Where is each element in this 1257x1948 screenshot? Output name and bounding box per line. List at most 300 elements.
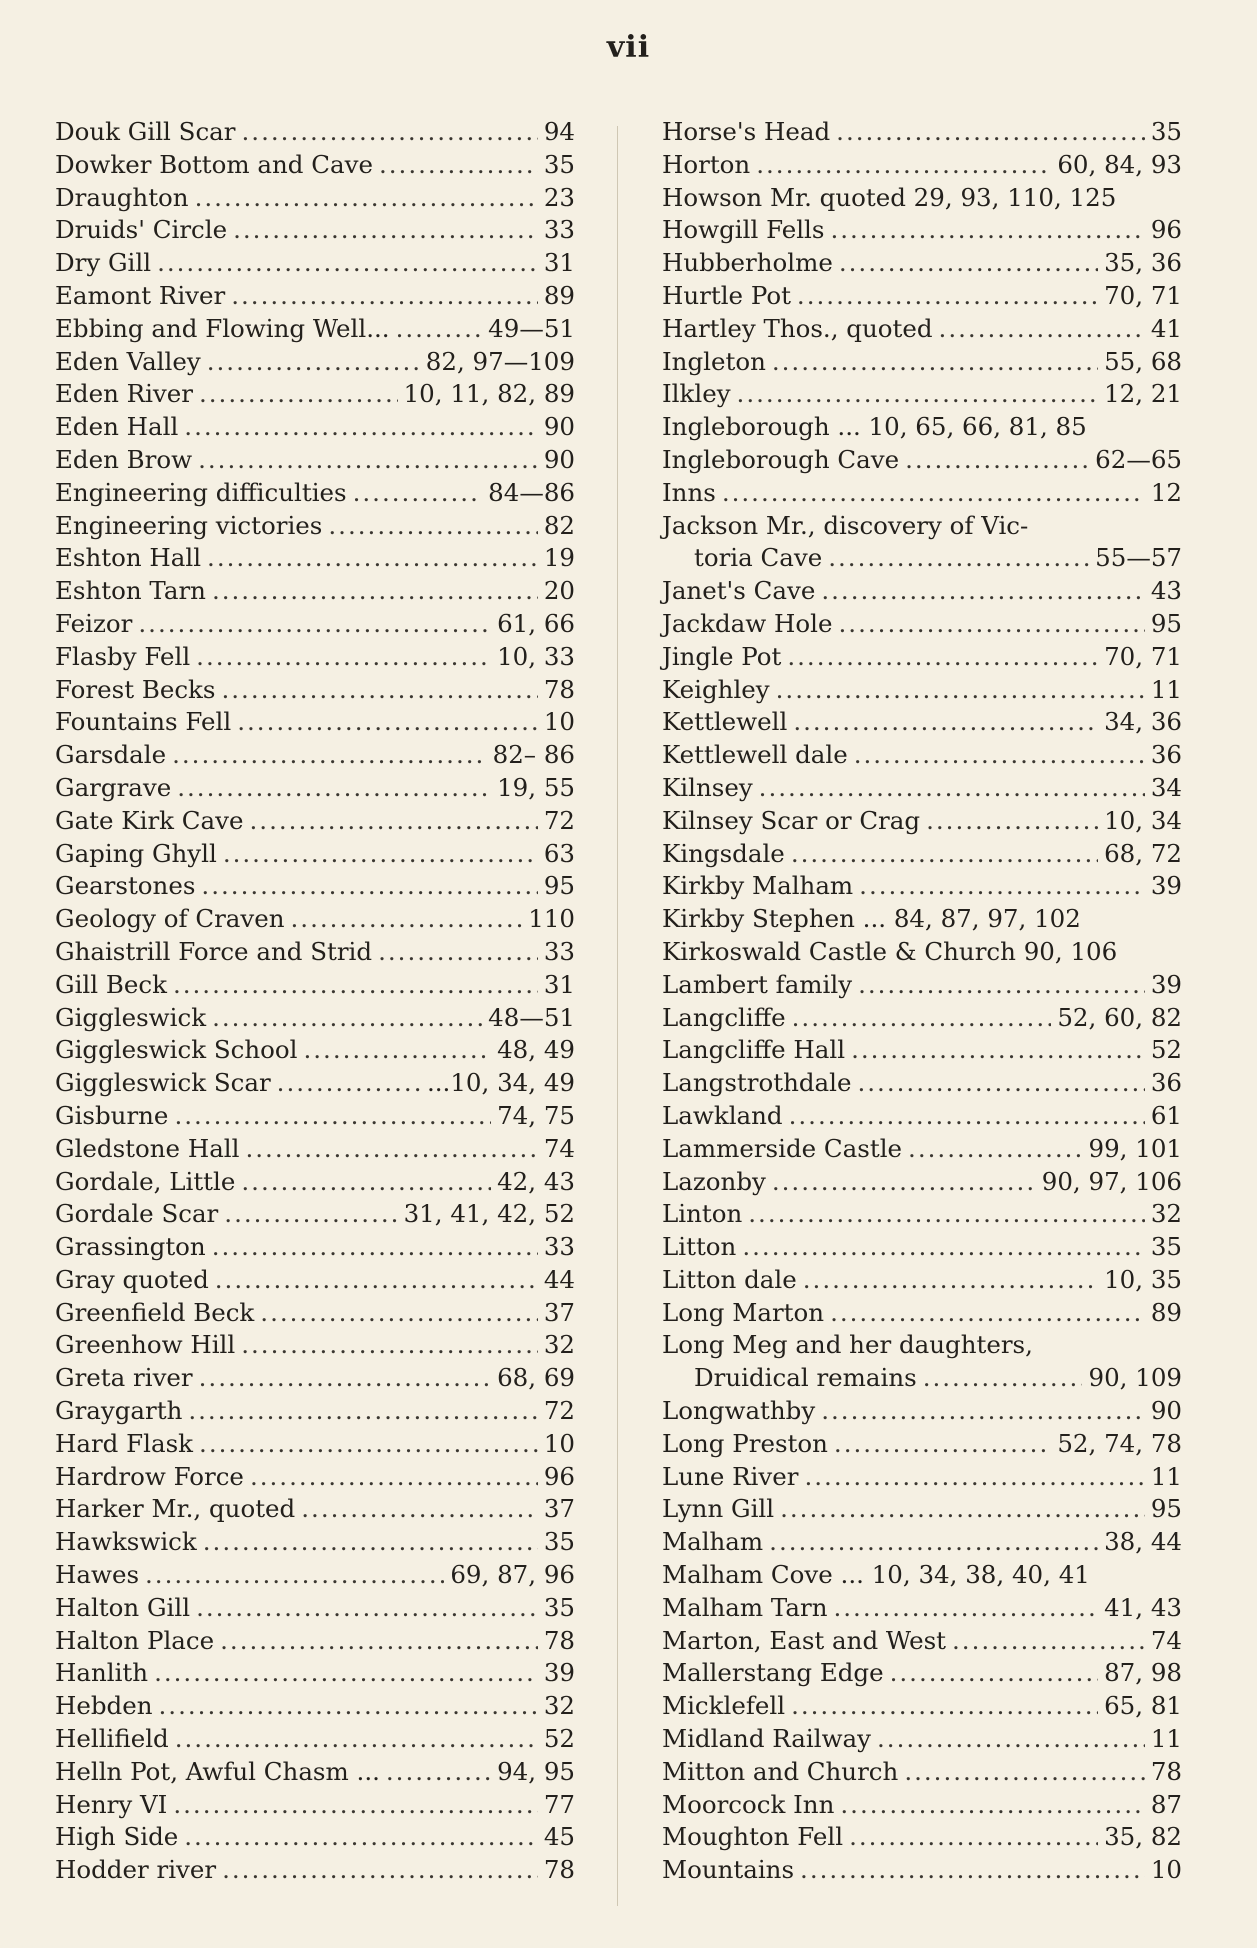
dot-leader	[196, 641, 491, 674]
index-term: Inns	[662, 477, 716, 507]
index-entry	[55, 1461, 575, 1494]
index-entry	[55, 411, 575, 444]
index-term: Jackdaw Hole	[662, 608, 833, 638]
index-pages: 90, 97, 106	[1041, 1166, 1182, 1196]
index-entry	[55, 1821, 575, 1854]
index-entry	[662, 936, 1182, 969]
index-entry	[662, 116, 1182, 149]
index-pages: 12, 21	[1104, 379, 1182, 409]
index-entry	[662, 444, 1182, 477]
index-entry	[662, 510, 1182, 543]
index-entry	[55, 280, 575, 313]
index-entry	[55, 1625, 575, 1658]
dot-leader	[172, 739, 487, 772]
index-entry	[662, 149, 1182, 182]
index-entry	[662, 575, 1182, 608]
dot-leader	[212, 1231, 538, 1264]
index-pages: 78	[543, 674, 575, 704]
index-pages: 34	[1150, 772, 1182, 802]
index-term: Howgill Fells	[662, 215, 825, 245]
index-pages: 10	[543, 1428, 575, 1458]
index-entry	[662, 1297, 1182, 1330]
index-term: Moughton Fell	[662, 1822, 844, 1852]
dot-leader	[791, 1690, 1098, 1723]
index-pages: 11	[1150, 1724, 1182, 1754]
index-entry	[55, 1002, 575, 1035]
index-term: Kettlewell dale	[662, 740, 848, 770]
dot-leader	[260, 1297, 538, 1330]
dot-leader	[245, 1133, 537, 1166]
index-term: Greenhow Hill	[55, 1330, 236, 1360]
index-entry	[55, 805, 575, 838]
index-term: Longwathby	[662, 1396, 816, 1426]
index-term: Hawkswick	[55, 1527, 197, 1557]
dot-leader	[821, 575, 1144, 608]
index-pages: ...10, 34, 49	[426, 1068, 575, 1098]
dot-leader	[904, 1756, 1145, 1789]
index-entry	[662, 641, 1182, 674]
index-entry	[662, 805, 1182, 838]
dot-leader	[277, 1067, 421, 1100]
index-term: Gisburne	[55, 1100, 169, 1130]
dot-leader	[195, 182, 538, 215]
dot-leader	[237, 706, 538, 739]
index-entry	[55, 575, 575, 608]
index-term: Garsdale	[55, 740, 167, 770]
index-pages: 96	[1150, 215, 1182, 245]
index-entry	[55, 444, 575, 477]
index-entry	[55, 1723, 575, 1756]
index-term: Gledstone Hall	[55, 1133, 240, 1163]
index-term: Gordale, Little	[55, 1166, 236, 1196]
index-term: Gordale Scar	[55, 1199, 219, 1229]
index-term: Giggleswick	[55, 1002, 207, 1032]
dot-leader	[220, 1625, 538, 1658]
index-term: Langcliffe	[662, 1002, 786, 1032]
index-entry	[662, 477, 1182, 510]
index-term: Lammerside Castle	[662, 1133, 903, 1163]
index-pages: 78	[543, 1855, 575, 1885]
index-pages: 10, 35	[1104, 1264, 1182, 1294]
index-pages: 110	[528, 904, 575, 934]
index-term: Litton dale	[662, 1264, 797, 1294]
dot-leader	[908, 1133, 1082, 1166]
index-term: Gate Kirk Cave	[55, 805, 244, 835]
index-term: Feizor	[55, 608, 133, 638]
index-term: Malham Cove ... 10, 34, 38, 40, 41	[662, 1560, 1090, 1590]
index-entry	[662, 969, 1182, 1002]
index-term: Jackson Mr., discovery of Vic-	[662, 510, 1029, 540]
index-entry	[55, 1395, 575, 1428]
index-pages: 90	[543, 444, 575, 474]
index-term: Lazonby	[662, 1166, 766, 1196]
index-term: Giggleswick School	[55, 1035, 298, 1065]
index-term: Hartley Thos., quoted	[662, 313, 933, 343]
dot-leader	[177, 772, 491, 805]
dot-leader	[154, 1657, 538, 1690]
index-entry	[662, 1002, 1182, 1035]
index-term: Hurtle Pot	[662, 280, 791, 310]
index-term: High Side	[55, 1822, 179, 1852]
index-term: Halton Place	[55, 1625, 215, 1655]
dot-leader	[145, 1559, 444, 1592]
index-entry	[662, 1362, 1182, 1395]
dot-leader	[157, 247, 538, 280]
index-entry	[662, 1526, 1182, 1559]
dot-leader	[222, 1854, 538, 1887]
index-entry	[662, 1592, 1182, 1625]
index-entry	[662, 1756, 1182, 1789]
index-term: Langstrothdale	[662, 1068, 852, 1098]
index-entry	[55, 1166, 575, 1199]
index-entry	[55, 1329, 575, 1362]
index-column-left	[55, 116, 575, 1887]
index-entry	[662, 903, 1182, 936]
dot-leader	[840, 1789, 1144, 1822]
index-entry	[55, 149, 575, 182]
dot-leader	[303, 1034, 491, 1067]
index-term: Dowker Bottom and Cave	[55, 149, 373, 179]
dot-leader	[198, 444, 538, 477]
index-entry	[55, 1657, 575, 1690]
index-entry	[662, 1657, 1182, 1690]
index-entry	[55, 739, 575, 772]
index-pages: 49—51	[488, 313, 575, 343]
index-pages: 87	[1150, 1789, 1182, 1819]
index-entry	[662, 1231, 1182, 1264]
dot-leader	[792, 1002, 1052, 1035]
index-pages: 52, 74, 78	[1057, 1428, 1182, 1458]
dot-leader	[939, 313, 1145, 346]
index-term: Horton	[662, 149, 751, 179]
dot-leader	[184, 1821, 538, 1854]
index-pages: 41, 43	[1104, 1592, 1182, 1622]
index-entry	[55, 1854, 575, 1887]
index-entry	[662, 411, 1182, 444]
index-term: Long Marton	[662, 1297, 825, 1327]
index-pages: 55—57	[1095, 543, 1182, 573]
index-entry	[662, 1559, 1182, 1592]
dot-leader	[859, 870, 1145, 903]
index-entry	[662, 182, 1182, 215]
index-pages: 31	[543, 248, 575, 278]
index-entry	[662, 674, 1182, 707]
index-term: Lawkland	[662, 1100, 783, 1130]
index-pages: 60, 84, 93	[1057, 149, 1182, 179]
index-pages: 94, 95	[497, 1756, 575, 1786]
index-pages: 90	[1150, 1396, 1182, 1426]
index-term: Dry Gill	[55, 248, 152, 278]
index-entry	[55, 116, 575, 149]
dot-leader	[212, 1002, 482, 1035]
index-entry	[55, 1789, 575, 1822]
index-entry	[55, 182, 575, 215]
index-entry	[55, 1526, 575, 1559]
index-term: Lynn Gill	[662, 1494, 775, 1524]
index-entry	[55, 1756, 575, 1789]
index-entry	[55, 969, 575, 1002]
index-pages: 94	[543, 117, 575, 146]
dot-leader	[291, 903, 523, 936]
index-term: Moorcock Inn	[662, 1789, 835, 1819]
index-entry	[662, 214, 1182, 247]
index-entry	[55, 674, 575, 707]
dot-leader	[184, 411, 538, 444]
index-term: Ebbing and Flowing Well...	[55, 313, 390, 343]
index-pages: 52, 60, 82	[1057, 1002, 1182, 1032]
index-pages: 35	[543, 1592, 575, 1622]
index-entry	[662, 870, 1182, 903]
index-term: Harker Mr., quoted	[55, 1494, 296, 1524]
index-pages: 44	[543, 1264, 575, 1294]
index-term: Linton	[662, 1199, 743, 1229]
index-pages: 89	[1150, 1297, 1182, 1327]
index-term: Kilnsey Scar or Crag	[662, 805, 921, 835]
dot-leader	[223, 838, 538, 871]
index-term: Geology of Craven	[55, 904, 285, 934]
index-pages: 39	[1150, 871, 1182, 901]
dot-leader	[242, 116, 538, 149]
index-entry	[662, 1329, 1182, 1362]
index-pages: 23	[543, 182, 575, 212]
index-entry	[55, 1034, 575, 1067]
index-term: Midland Railway	[662, 1724, 872, 1754]
index-entry	[662, 378, 1182, 411]
index-term: Graygarth	[55, 1396, 183, 1426]
dot-leader	[203, 1526, 538, 1559]
dot-leader	[328, 510, 537, 543]
dot-leader	[834, 1428, 1051, 1461]
dot-leader	[803, 1264, 1098, 1297]
index-entry	[55, 214, 575, 247]
dot-leader	[396, 313, 483, 346]
index-term: Hebden	[55, 1691, 153, 1721]
index-pages: 82– 86	[492, 740, 575, 770]
index-term: Greenfield Beck	[55, 1297, 255, 1327]
index-entry	[55, 1067, 575, 1100]
index-term: Jingle Pot	[662, 641, 782, 671]
index-pages: 32	[1150, 1199, 1182, 1229]
dot-leader	[241, 1329, 538, 1362]
dot-leader	[858, 969, 1145, 1002]
index-entry	[662, 280, 1182, 313]
index-pages: 63	[543, 838, 575, 868]
dot-leader	[199, 1362, 491, 1395]
index-entry	[662, 1690, 1182, 1723]
index-entry	[55, 838, 575, 871]
index-pages: 74, 75	[497, 1100, 575, 1130]
index-pages: 72	[543, 1396, 575, 1426]
dot-leader	[833, 1592, 1098, 1625]
index-pages: 90, 109	[1088, 1363, 1182, 1393]
index-term: Eden Valley	[55, 346, 201, 376]
index-pages: 31	[543, 969, 575, 999]
index-term: Ingleborough ... 10, 65, 66, 81, 85	[662, 412, 1087, 442]
dot-leader	[776, 674, 1145, 707]
index-term: Mountains	[662, 1855, 795, 1885]
index-pages: 61, 66	[497, 608, 575, 638]
index-term: Litton	[662, 1232, 737, 1262]
index-entry	[662, 706, 1182, 739]
index-term: Hanlith	[55, 1658, 149, 1688]
index-pages: 31, 41, 42, 52	[403, 1199, 575, 1229]
dot-leader	[215, 1264, 538, 1297]
index-entry	[55, 870, 575, 903]
dot-leader	[221, 674, 537, 707]
index-entry	[662, 1198, 1182, 1231]
index-entry	[662, 1854, 1182, 1887]
index-term: Micklefell	[662, 1691, 786, 1721]
index-entry	[55, 1264, 575, 1297]
index-term: Druids' Circle	[55, 215, 228, 245]
index-entry	[662, 542, 1182, 575]
index-term: Long Preston	[662, 1428, 828, 1458]
index-entry	[662, 772, 1182, 805]
dot-leader	[772, 346, 1098, 379]
index-entry	[662, 739, 1182, 772]
dot-leader	[175, 1723, 538, 1756]
dot-leader	[748, 1198, 1145, 1231]
index-term: Gray quoted	[55, 1264, 209, 1294]
index-pages: 11	[1150, 1461, 1182, 1491]
index-pages: 37	[543, 1297, 575, 1327]
dot-leader	[188, 1395, 537, 1428]
index-pages: 35	[543, 149, 575, 179]
page-number: vii	[606, 30, 651, 65]
index-term: Kettlewell	[662, 707, 788, 737]
index-entry	[662, 1428, 1182, 1461]
index-entry	[662, 608, 1182, 641]
index-pages: 74	[543, 1133, 575, 1163]
dot-leader	[857, 1067, 1144, 1100]
index-pages: 70, 71	[1104, 641, 1182, 671]
dot-leader	[854, 739, 1145, 772]
index-pages: 78	[543, 1625, 575, 1655]
index-entry	[55, 1559, 575, 1592]
index-entry	[55, 1690, 575, 1723]
index-pages: 33	[543, 215, 575, 245]
index-pages: 10	[1150, 1855, 1182, 1885]
dot-leader	[877, 1723, 1145, 1756]
dot-leader	[212, 575, 538, 608]
index-term: Eamont River	[55, 280, 226, 310]
index-pages: 35	[543, 1527, 575, 1557]
index-entry	[662, 1100, 1182, 1133]
index-pages: 95	[543, 871, 575, 901]
index-pages: 10, 33	[497, 641, 575, 671]
dot-leader	[772, 1166, 1036, 1199]
index-pages: 78	[1150, 1756, 1182, 1786]
index-term: Henry VI	[55, 1789, 168, 1819]
index-entry	[662, 838, 1182, 871]
index-pages: 34, 36	[1104, 707, 1182, 737]
index-entry	[662, 1264, 1182, 1297]
index-pages: 45	[543, 1822, 575, 1852]
index-entry	[55, 346, 575, 379]
index-term: Forest Becks	[55, 674, 216, 704]
index-pages: 43	[1150, 576, 1182, 606]
index-term: Kirkoswald Castle & Church 90, 106	[662, 936, 1118, 966]
dot-leader	[201, 870, 537, 903]
index-term: Eshton Tarn	[55, 576, 206, 606]
index-term: Howson Mr. quoted 29, 93, 110, 125	[662, 182, 1117, 212]
index-entry	[662, 1723, 1182, 1756]
index-entry	[662, 1133, 1182, 1166]
index-entry	[55, 1493, 575, 1526]
index-pages: 82	[543, 510, 575, 540]
index-entry	[55, 378, 575, 411]
index-pages: 89	[543, 280, 575, 310]
index-pages: 77	[543, 1789, 575, 1819]
dot-leader	[159, 1690, 538, 1723]
index-entry	[55, 1133, 575, 1166]
dot-leader	[836, 116, 1145, 149]
index-pages: 72	[543, 805, 575, 835]
index-pages: 90	[543, 412, 575, 442]
index-entry	[55, 1100, 575, 1133]
dot-leader	[231, 280, 538, 313]
index-pages: 61	[1150, 1100, 1182, 1130]
index-pages: 12	[1150, 477, 1182, 507]
dot-leader	[250, 805, 538, 838]
index-term: Douk Gill Scar	[55, 117, 236, 146]
dot-leader	[199, 378, 398, 411]
dot-leader	[800, 1854, 1145, 1887]
index-entry	[55, 1592, 575, 1625]
index-entry	[55, 641, 575, 674]
index-entry	[55, 1428, 575, 1461]
dot-leader	[839, 247, 1098, 280]
dot-leader	[241, 1166, 491, 1199]
index-term: Long Meg and her daughters,	[662, 1330, 1033, 1360]
dot-leader	[742, 1231, 1144, 1264]
index-term: Fountains Fell	[55, 707, 232, 737]
index-term: Gill Beck	[55, 969, 167, 999]
index-pages: 10	[543, 707, 575, 737]
index-term: Kirkby Stephen ... 84, 87, 97, 102	[662, 904, 1081, 934]
index-term: Giggleswick Scar	[55, 1068, 271, 1098]
index-term: Eden River	[55, 379, 193, 409]
index-pages: 74	[1150, 1625, 1182, 1655]
index-entry	[662, 247, 1182, 280]
index-entry	[55, 608, 575, 641]
index-term: Eden Brow	[55, 444, 193, 474]
index-entry	[55, 542, 575, 575]
index-term: Hard Flask	[55, 1428, 194, 1458]
index-term: Lambert family	[662, 969, 853, 999]
dot-leader	[301, 1493, 538, 1526]
index-pages: 38, 44	[1104, 1527, 1182, 1557]
dot-leader	[196, 1592, 538, 1625]
index-term: Ghaistrill Force and Strid	[55, 936, 373, 966]
index-entry	[662, 1034, 1182, 1067]
index-term: Halton Gill	[55, 1592, 191, 1622]
index-term: Marton, East and West	[662, 1625, 947, 1655]
dot-leader	[769, 1526, 1098, 1559]
column-divider	[617, 126, 618, 1906]
index-entry	[662, 1067, 1182, 1100]
dot-leader	[379, 149, 538, 182]
dot-leader	[756, 149, 1051, 182]
index-pages: 39	[543, 1658, 575, 1688]
index-term: Malham Tarn	[662, 1592, 828, 1622]
index-term: Hardrow Force	[55, 1461, 244, 1491]
dot-leader	[797, 280, 1098, 313]
dot-leader	[793, 706, 1098, 739]
index-term: Gaping Ghyll	[55, 838, 217, 868]
index-entry	[662, 313, 1182, 346]
index-term: Gargrave	[55, 772, 172, 802]
